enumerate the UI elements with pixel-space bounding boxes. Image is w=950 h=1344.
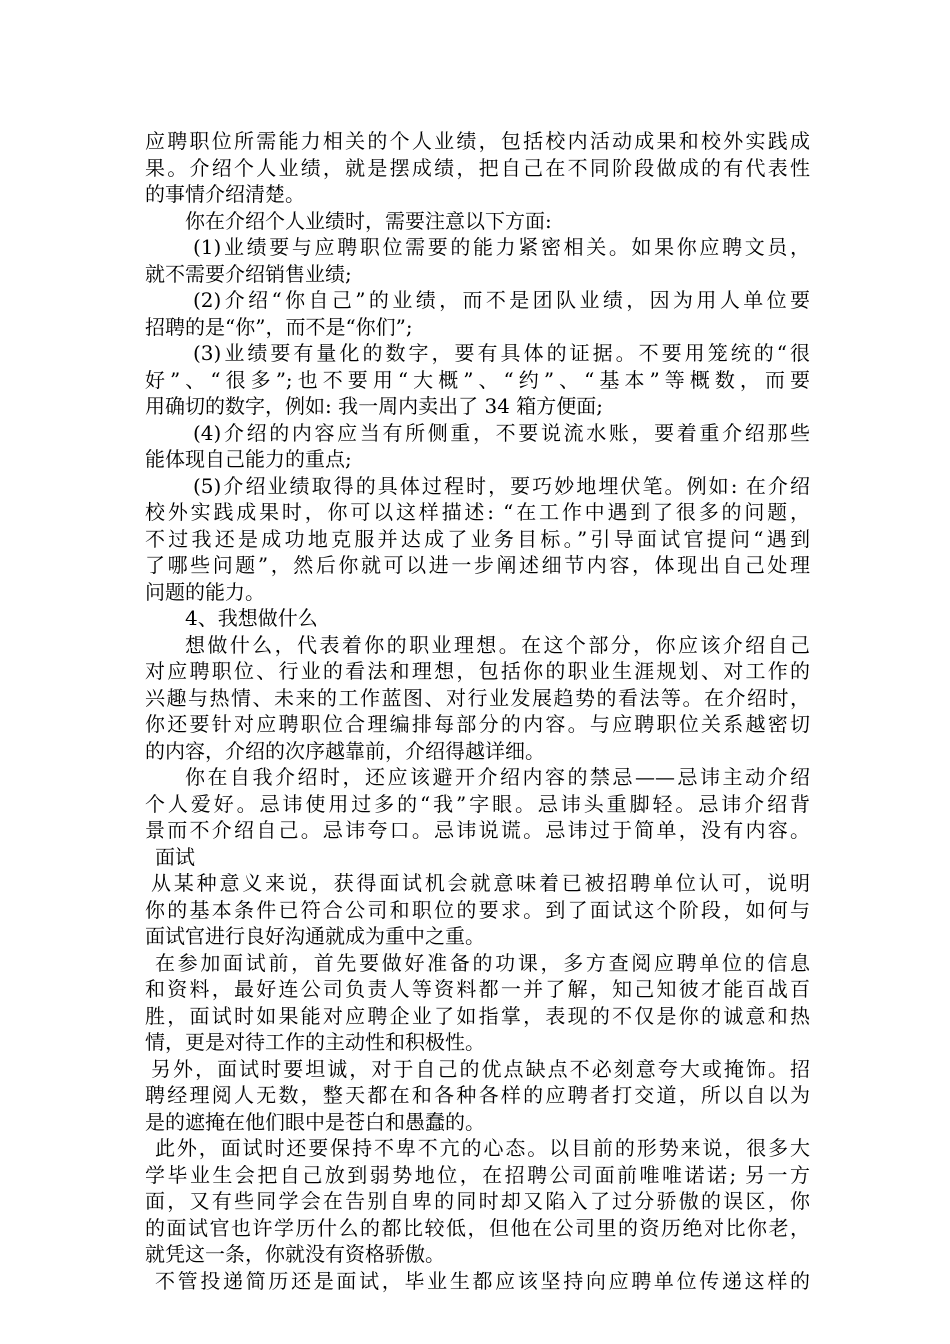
text-line: 情，更是对待工作的主动性和积极性。 [145, 1030, 485, 1054]
text-line: 校外实践成果时，你可以这样描述: “在工作中遇到了很多的问题， [145, 500, 810, 524]
text-line: 面试 [155, 844, 195, 869]
text-line: 招聘的是“你”，而不是“你们”; [145, 314, 413, 339]
text-line: 胜，面试时如果能对应聘企业了如指掌，表现的不仅是你的诚意和热 [145, 1003, 810, 1028]
text-line: 你还要针对应聘职位合理编排每部分的内容。与应聘职位关系越密切 [145, 712, 810, 736]
text-line: 从某种意义来说，获得面试机会就意味着已被招聘单位认可，说明 [151, 871, 810, 895]
text-line: 好”、“很多”;也不要用“大概”、“约”、“基本”等概数，而要 [145, 367, 810, 392]
text-line: 不管投递简历还是面试，毕业生都应该坚持向应聘单位传递这样的 [155, 1268, 810, 1293]
text-line: 的面试官也许学历什么的都比较低，但他在公司里的资历绝对比你老， [145, 1215, 810, 1240]
text-line: 面试官进行良好沟通就成为重中之重。 [145, 924, 485, 948]
text-line: 此外，面试时还要保持不卑不亢的心态。以目前的形势来说，很多大 [155, 1136, 810, 1160]
text-line: 了哪些问题”，然后你就可以进一步阐述细节内容，体现出自己处理 [145, 553, 810, 577]
text-line: 用确切的数字，例如: 我一周内卖出了 34 箱方便面; [145, 394, 603, 418]
document-body [145, 128, 810, 1294]
text-line: 和资料，最好连公司负责人等资料都一并了解，知己知彼才能百战百 [145, 977, 810, 1001]
text-line: 就不需要介绍销售业绩; [145, 261, 352, 286]
text-line: 兴趣与热情、未来的工作蓝图、对行业发展趋势的看法等。在介绍时， [145, 685, 810, 710]
text-line: 就凭这一条，你就没有资格骄傲。 [145, 1242, 445, 1266]
text-line: (3)业绩要有量化的数字，要有具体的证据。不要用笼统的“很 [193, 341, 810, 365]
text-line: 学毕业生会把自己放到弱势地位，在招聘公司面前唯唯诺诺; 另一方 [145, 1162, 810, 1187]
text-line: 景而不介绍自己。忌讳夸口。忌讳说谎。忌讳过于简单，没有内容。 [145, 818, 810, 842]
text-line: 面，又有些同学会在告别自卑的同时却又陷入了过分骄傲的误区，你 [145, 1189, 810, 1213]
text-line: 你在自我介绍时，还应该避开介绍内容的禁忌——忌讳主动介绍 [185, 765, 810, 789]
text-line: 应聘职位所需能力相关的个人业绩，包括校内活动成果和校外实践成 [145, 129, 810, 153]
text-line: (4)介绍的内容应当有所侧重，不要说流水账，要着重介绍那些 [193, 420, 810, 445]
text-line: 是的遮掩在他们眼中是苍白和愚蠢的。 [145, 1109, 485, 1134]
text-line: 个人爱好。忌讳使用过多的“我”字眼。忌讳头重脚轻。忌讳介绍背 [145, 791, 810, 816]
text-line: (2)介绍“你自己”的业绩，而不是团队业绩，因为用人单位要 [193, 288, 810, 312]
text-line: 另外，面试时要坦诚，对于自己的优点缺点不必刻意夸大或掩饰。招 [151, 1056, 810, 1081]
text-line: (1)业绩要与应聘职位需要的能力紧密相关。如果你应聘文员， [193, 235, 810, 259]
text-line: 的内容，介绍的次序越靠前，介绍得越详细。 [145, 738, 545, 763]
text-line: 你的基本条件已符合公司和职位的要求。到了面试这个阶段，如何与 [145, 897, 810, 922]
text-line: 问题的能力。 [145, 579, 265, 604]
text-line: 果。介绍个人业绩，就是摆成绩，把自己在不同阶段做成的有代表性 [145, 155, 810, 180]
text-line: 在参加面试前，首先要做好准备的功课，多方查阅应聘单位的信息 [155, 950, 810, 975]
text-line: 能体现自己能力的重点; [145, 447, 352, 471]
text-line: 不过我还是成功地克服并达成了业务目标。”引导面试官提问“遇到 [145, 526, 810, 551]
text-line: 对应聘职位、行业的看法和理想，包括你的职业生涯规划、对工作的 [145, 659, 810, 683]
text-line: 想做什么，代表着你的职业理想。在这个部分，你应该介绍自己 [185, 632, 810, 657]
text-line: 的事情介绍清楚。 [145, 182, 305, 206]
text-line: 4、我想做什么 [185, 606, 318, 630]
text-line: 聘经理阅人无数，整天都在和各种各样的应聘者打交道，所以自以为 [145, 1083, 810, 1107]
text-line: (5)介绍业绩取得的具体过程时，要巧妙地埋伏笔。例如: 在介绍 [193, 473, 810, 498]
text-line: 你在介绍个人业绩时，需要注意以下方面: [185, 208, 552, 233]
